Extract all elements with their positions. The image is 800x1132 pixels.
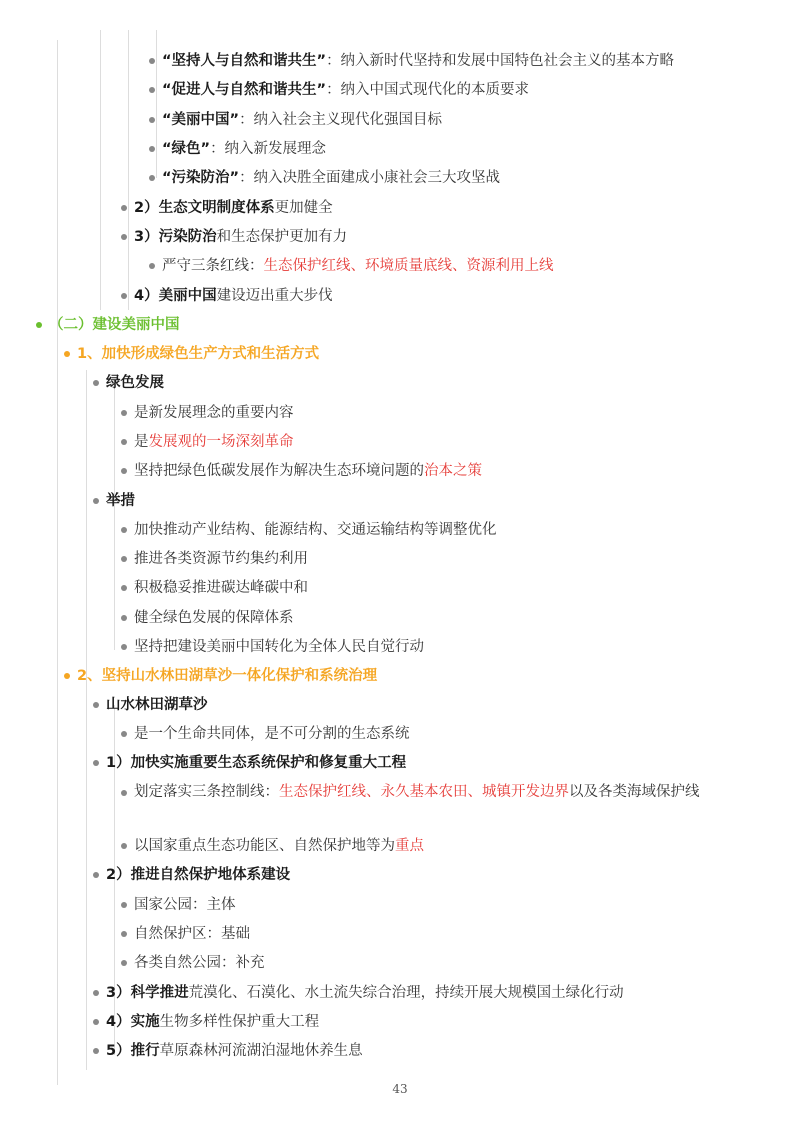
bullet-dot [121, 556, 127, 562]
outline-item-level-3 [121, 282, 770, 311]
text-segment-normal: 坚持把建设美丽中国转化为全体人民自觉行动 [134, 639, 424, 655]
bullet-dot [93, 702, 99, 708]
bullet-dot [121, 731, 127, 737]
text-segment-bold: 4）美丽中国 [134, 288, 217, 304]
outline-item-text [162, 164, 770, 193]
outline-item-text [134, 720, 770, 749]
outline-item-text [106, 1037, 770, 1066]
outline-item-text [134, 223, 770, 252]
outline-guide-line [114, 384, 115, 650]
text-segment-normal: 是 [134, 434, 149, 450]
outline-item-text [134, 282, 770, 311]
bullet-dot [121, 843, 127, 849]
text-segment-normal: ：纳入新时代坚持和发展中国特色社会主义的基本方略 [326, 53, 675, 69]
text-segment-bold: 1）加快实施重要生态系统保护和修复重大工程 [106, 755, 407, 771]
outline-item-text [134, 457, 770, 486]
outline-item-text [106, 1008, 770, 1037]
bullet-dot [36, 322, 42, 328]
outline-guide-line [86, 370, 87, 1070]
bullet-dot [93, 1048, 99, 1054]
outline-item-level-3 [121, 399, 770, 428]
outline-item-text [106, 691, 770, 720]
text-segment-normal: ：纳入决胜全面建成小康社会三大攻坚战 [239, 170, 501, 186]
outline-item-level-3 [121, 949, 770, 978]
outline-item-level-3 [121, 720, 770, 749]
outline-item-level-3 [121, 574, 770, 603]
bullet-dot [121, 205, 127, 211]
outline-item-text [134, 574, 770, 603]
outline-item-level-4 [149, 106, 770, 135]
text-segment-normal: ：纳入社会主义现代化强国目标 [239, 112, 443, 128]
text-segment-normal: 生物多样性保护重大工程 [159, 1014, 320, 1030]
outline-item-level-2 [93, 979, 770, 1008]
outline-guide-line [57, 40, 58, 1085]
outline-item-text [106, 979, 770, 1008]
bullet-dot [121, 527, 127, 533]
text-segment-red: 治本之策 [424, 463, 482, 479]
outline-item-text [134, 891, 770, 920]
bullet-dot [121, 410, 127, 416]
text-segment-normal: 各类自然公园：补充 [134, 955, 265, 971]
outline-item-level-2 [93, 1037, 770, 1066]
text-segment-bold: 3）科学推进 [106, 985, 189, 1001]
outline-item-level-4 [149, 47, 770, 76]
outline-item-text [134, 194, 770, 223]
text-segment-normal: 更加健全 [274, 200, 333, 216]
outline-item-level-3 [121, 428, 770, 457]
outline-item-text [162, 252, 770, 281]
outline-item-level-3 [121, 545, 770, 574]
bullet-dot [93, 380, 99, 386]
bullet-dot [121, 439, 127, 445]
outline-item-level-4 [149, 76, 770, 105]
outline-item-text [134, 545, 770, 574]
bullet-dot [93, 990, 99, 996]
outline-item-level-2 [93, 861, 770, 890]
text-segment-bold: “污染防治” [162, 170, 240, 186]
text-segment-normal: 积极稳妥推进碳达峰碳中和 [134, 580, 308, 596]
text-segment-bold: 2）生态文明制度体系 [134, 200, 275, 216]
bullet-dot [93, 872, 99, 878]
text-segment-normal: 是一个生命共同体，是不可分割的生态系统 [134, 726, 410, 742]
outline-item-text [134, 779, 770, 806]
text-segment-bold: 山水林田湖草沙 [106, 697, 208, 713]
bullet-dot [121, 234, 127, 240]
outline-guide-line [100, 30, 101, 310]
text-segment-normal: 和生态保护更加有力 [216, 229, 348, 245]
outline-item-text [134, 633, 770, 662]
bullet-dot [121, 931, 127, 937]
text-segment-red: 生态保护红线、永久基本农田、城镇开发边界 [279, 784, 569, 800]
outline-item-text [134, 399, 770, 428]
text-segment-normal: ：纳入中国式现代化的本质要求 [326, 82, 530, 98]
outline-item-text [162, 135, 770, 164]
outline-item-level-3 [121, 779, 770, 806]
outline-item-level-0 [36, 311, 770, 340]
outline-item-text [134, 949, 770, 978]
outline-item-text [106, 369, 770, 398]
outline-item-level-3 [121, 194, 770, 223]
outline-item-level-4 [149, 164, 770, 193]
bullet-dot [93, 760, 99, 766]
bullet-dot [149, 87, 155, 93]
outline-item-level-3 [121, 920, 770, 949]
text-segment-red: 生态保护红线、环境质量底线、资源利用上线 [263, 258, 554, 274]
text-segment-normal: 划定落实三条控制线： [134, 784, 279, 800]
outline-item-level-3 [121, 891, 770, 920]
bullet-dot [121, 293, 127, 299]
bullet-dot [149, 146, 155, 152]
outline-item-level-2 [93, 369, 770, 398]
outline-item-level-4 [149, 135, 770, 164]
text-segment-bold: 4）实施 [106, 1014, 160, 1030]
text-segment-normal: 推进各类资源节约集约利用 [134, 551, 308, 567]
outline-item-level-3 [121, 832, 770, 861]
outline-item-text [106, 861, 770, 890]
bullet-dot [121, 585, 127, 591]
bullet-dot [149, 117, 155, 123]
outline-item-level-3 [121, 633, 770, 662]
outline-item-level-4 [149, 252, 770, 281]
bullet-dot [149, 58, 155, 64]
bullet-dot [93, 498, 99, 504]
outline-item-text [162, 76, 770, 105]
outline-item-text [134, 832, 770, 861]
text-segment-normal: 草原森林河流湖泊湿地休养生息 [159, 1043, 363, 1059]
bullet-dot [121, 644, 127, 650]
text-segment-bold: “美丽中国” [162, 112, 240, 128]
text-segment-normal: 建设迈出重大步伐 [216, 288, 333, 304]
text-segment-bold: “绿色” [162, 141, 211, 157]
text-segment-bold: “坚持人与自然和谐共生” [162, 53, 327, 69]
outline-item-level-2 [93, 749, 770, 778]
outline-item-text [49, 311, 770, 340]
text-segment-normal: 严守三条红线： [162, 258, 264, 274]
text-segment-normal: 健全绿色发展的保障体系 [134, 610, 294, 626]
text-segment-red: 重点 [395, 838, 424, 854]
text-segment-normal: 国家公园：主体 [134, 897, 236, 913]
text-segment-bold: “促进人与自然和谐共生” [162, 82, 327, 98]
outline-item-level-3 [121, 457, 770, 486]
bullet-dot [149, 263, 155, 269]
text-segment-orange: 2、坚持山水林田湖草沙一体化保护和系统治理 [77, 668, 378, 684]
bullet-dot [121, 790, 127, 796]
outline-guide-line [128, 30, 129, 310]
bullet-dot [93, 1019, 99, 1025]
outline-item-level-2 [93, 1008, 770, 1037]
bullet-dot [121, 960, 127, 966]
outline-item-text [162, 47, 770, 76]
outline-item-text [77, 662, 770, 691]
outline-item-level-3 [121, 516, 770, 545]
outline-item-text [134, 428, 770, 457]
bullet-dot [121, 615, 127, 621]
outline-item-level-1 [64, 340, 770, 369]
text-segment-normal: 以国家重点生态功能区、自然保护地等为 [134, 838, 395, 854]
bullet-dot [121, 468, 127, 474]
outline-item-text [162, 106, 770, 135]
bullet-dot [64, 673, 70, 679]
text-segment-bold: 绿色发展 [106, 375, 164, 391]
outline-item-text [134, 604, 770, 633]
text-segment-normal: 自然保护区：基础 [134, 926, 250, 942]
text-segment-bold: 5）推行 [106, 1043, 160, 1059]
outline-item-text [77, 340, 770, 369]
text-segment-red: 发展观的一场深刻革命 [148, 434, 294, 450]
text-segment-bold: 举措 [106, 493, 135, 509]
bullet-dot [121, 902, 127, 908]
outline-item-text [106, 749, 770, 778]
outline-item-text [106, 487, 770, 516]
text-segment-bold: 3）污染防治 [134, 229, 217, 245]
text-segment-normal: 荒漠化、石漠化、水土流失综合治理，持续开展大规模国土绿化行动 [188, 985, 624, 1001]
outline-item-level-2 [93, 691, 770, 720]
bullet-dot [149, 175, 155, 181]
outline-item-level-3 [121, 223, 770, 252]
outline-item-text [134, 516, 770, 545]
text-segment-normal: 以及各类海域保护线 [569, 784, 700, 800]
page-number: 43 [392, 1082, 408, 1096]
text-segment-normal: 加快推动产业结构、能源结构、交通运输结构等调整优化 [134, 522, 497, 538]
outline-item-text [134, 920, 770, 949]
text-segment-green: （二）建设美丽中国 [49, 317, 180, 333]
text-segment-orange: 1、加快形成绿色生产方式和生活方式 [77, 346, 320, 362]
outline-item-level-3 [121, 604, 770, 633]
text-segment-normal: ：纳入新发展理念 [210, 141, 327, 157]
outline-item-level-1 [64, 662, 770, 691]
text-segment-normal: 是新发展理念的重要内容 [134, 405, 294, 421]
outline-item-level-2 [93, 487, 770, 516]
text-segment-bold: 2）推进自然保护地体系建设 [106, 867, 291, 883]
bullet-dot [64, 351, 70, 357]
text-segment-normal: 坚持把绿色低碳发展作为解决生态环境问题的 [134, 463, 424, 479]
